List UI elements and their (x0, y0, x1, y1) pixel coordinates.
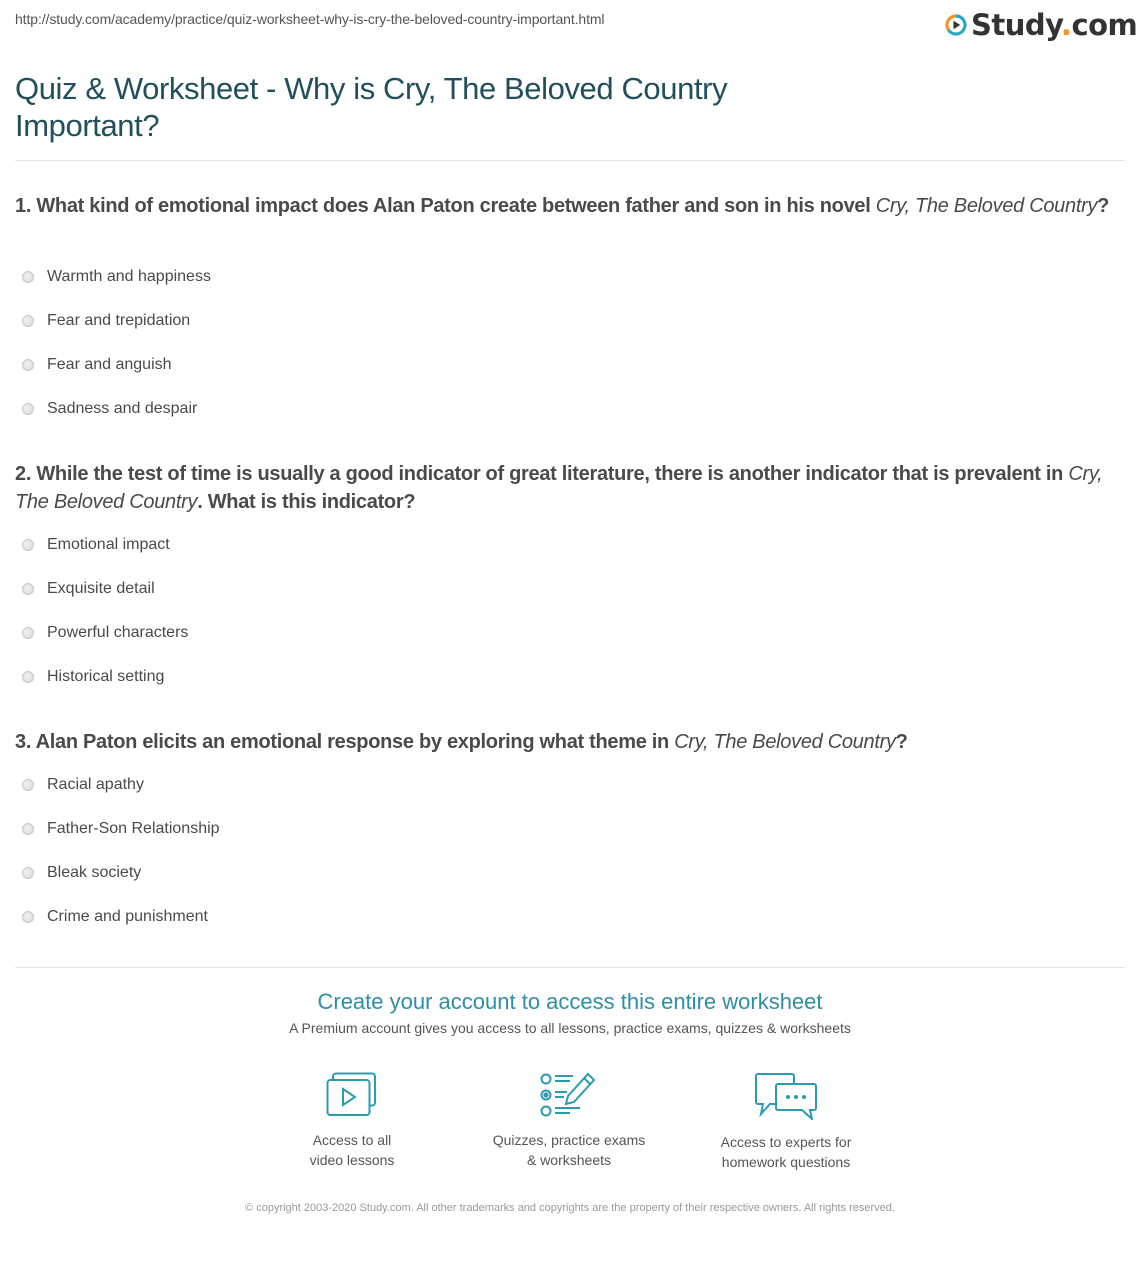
question-book-title: Cry, The Beloved Country (875, 195, 1098, 217)
questions-divider (15, 967, 1125, 968)
feature-line-2: homework questions (721, 1154, 851, 1170)
radio-button[interactable] (22, 779, 34, 791)
logo-name: Study (971, 8, 1061, 42)
radio-button[interactable] (22, 823, 34, 835)
page-url: http://study.com/academy/practice/quiz-worksheet-why-is-cry-the-beloved-country-important.html (15, 11, 605, 27)
copyright-notice: © copyright 2003-2020 Study.com. All other trademarks and copyrights are the property of their respective owners. All rights reserved. (245, 1202, 895, 1214)
question-3 (15, 728, 1125, 756)
option-label: Powerful characters (47, 624, 189, 641)
option-label: Historical setting (47, 668, 165, 685)
video-lessons-icon (326, 1072, 378, 1118)
feature-line-1: Access to experts for (720, 1134, 852, 1150)
radio-button[interactable] (22, 403, 34, 415)
question-book-title: Cry, The Beloved Country (15, 463, 1103, 513)
radio-button[interactable] (22, 867, 34, 879)
study-logo[interactable] (945, 7, 1137, 43)
question-text-end: ? (1097, 195, 1110, 217)
question-text: While the test of time is usually a good indicator of great literature, there is another indicator that is prevalent in (36, 463, 1069, 485)
question-text-end: ? (895, 731, 908, 753)
option-label: Warmth and happiness (47, 268, 211, 285)
option-label: Bleak society (47, 864, 142, 881)
question-1-options (22, 255, 211, 431)
answer-option[interactable] (22, 255, 211, 299)
question-number: 1. (15, 195, 32, 217)
answer-option[interactable] (22, 523, 188, 567)
radio-button[interactable] (22, 583, 34, 595)
logo-suffix: com (1071, 8, 1138, 42)
feature-label (242, 1130, 462, 1170)
feature-video-lessons (242, 1072, 462, 1170)
feature-experts (676, 1072, 896, 1172)
quiz-checklist-icon (540, 1072, 598, 1118)
answer-option[interactable] (22, 851, 220, 895)
question-book-title: Cry, The Beloved Country (674, 731, 896, 753)
logo-wordmark (971, 8, 1137, 42)
question-text-end: . What is this indicator? (197, 491, 416, 513)
radio-button[interactable] (22, 627, 34, 639)
question-number: 2. (15, 463, 32, 485)
question-2 (15, 460, 1125, 516)
feature-line-2: & worksheets (526, 1152, 612, 1168)
feature-quizzes (459, 1072, 679, 1170)
answer-option[interactable] (22, 567, 188, 611)
answer-option[interactable] (22, 807, 220, 851)
radio-button[interactable] (22, 359, 34, 371)
question-text: Alan Paton elicits an emotional response by exploring what theme in (35, 731, 675, 753)
radio-button[interactable] (22, 539, 34, 551)
option-label: Fear and anguish (47, 356, 172, 373)
feature-label (676, 1132, 896, 1172)
question-text: What kind of emotional impact does Alan Paton create between father and son in his novel (36, 195, 876, 217)
option-label: Exquisite detail (47, 580, 155, 597)
play-circle-icon (945, 14, 967, 36)
radio-button[interactable] (22, 671, 34, 683)
answer-option[interactable] (22, 763, 220, 807)
title-divider (15, 160, 1125, 161)
feature-line-1: Access to all (312, 1132, 392, 1148)
answer-option[interactable] (22, 655, 188, 699)
radio-button[interactable] (22, 315, 34, 327)
option-label: Crime and punishment (47, 908, 208, 925)
option-label: Fear and trepidation (47, 312, 191, 329)
feature-label (459, 1130, 679, 1170)
option-label: Racial apathy (47, 776, 144, 793)
answer-option[interactable] (22, 611, 188, 655)
option-label: Father-Son Relationship (47, 820, 220, 837)
page-title: Quiz & Worksheet - Why is Cry, The Beloved Country Important? (15, 71, 728, 143)
feature-line-1: Quizzes, practice exams (492, 1132, 646, 1148)
answer-option[interactable] (22, 343, 211, 387)
question-2-options (22, 523, 188, 699)
option-label: Emotional impact (47, 536, 170, 553)
answer-option[interactable] (22, 895, 220, 939)
create-account-link[interactable]: Create your account to access this entire worksheet (317, 989, 823, 1014)
question-1 (15, 192, 1125, 220)
radio-button[interactable] (22, 271, 34, 283)
question-number: 3. (15, 731, 32, 753)
option-label: Sadness and despair (47, 400, 198, 417)
radio-button[interactable] (22, 911, 34, 923)
chat-bubbles-icon (754, 1072, 818, 1120)
question-3-options (22, 763, 220, 939)
logo-dot: . (1060, 8, 1072, 42)
feature-line-2: video lessons (309, 1152, 395, 1168)
premium-description: A Premium account gives you access to all lessons, practice exams, quizzes & worksheets (289, 1020, 851, 1036)
answer-option[interactable] (22, 387, 211, 431)
answer-option[interactable] (22, 299, 211, 343)
